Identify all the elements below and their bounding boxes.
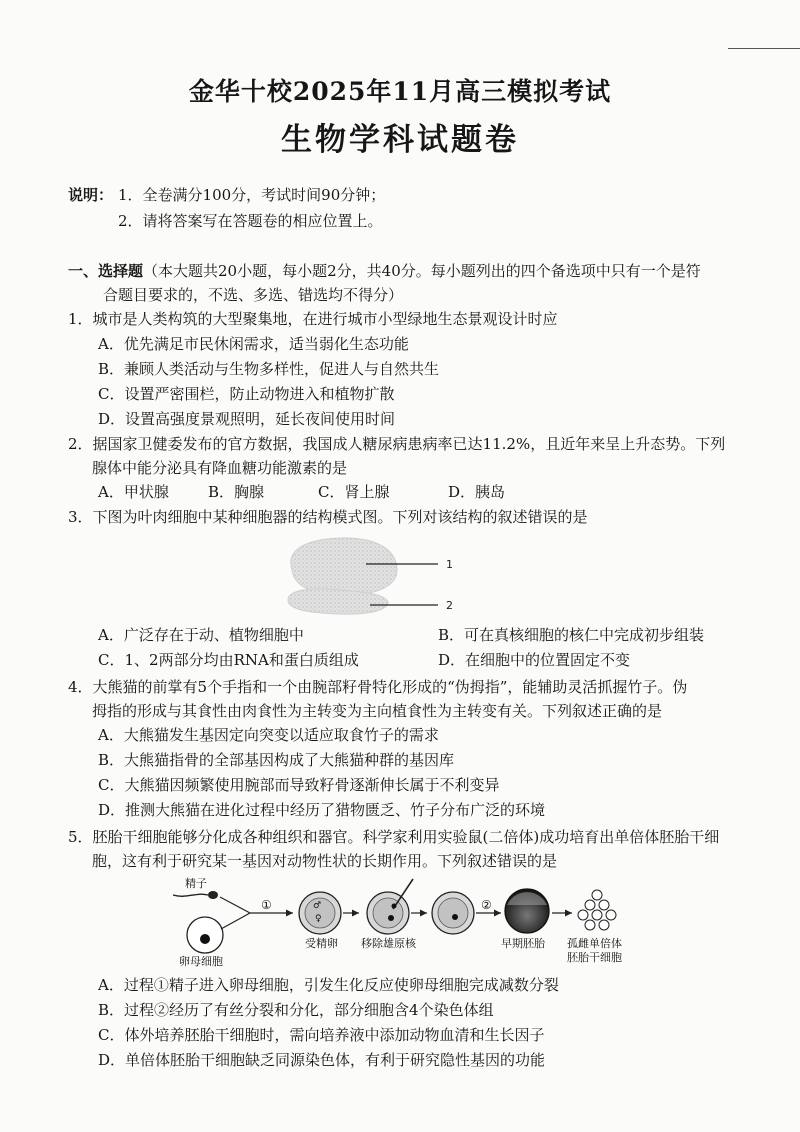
q1-option-a: A．优先满足市民休闲需求，适当弱化生态功能 bbox=[98, 335, 409, 353]
q2-stem-2: 腺体中能分泌具有降血糖功能激素的是 bbox=[92, 459, 348, 477]
ribosome-diagram bbox=[270, 530, 470, 620]
svg-text:♀: ♀ bbox=[315, 914, 322, 924]
label-sperm: 精子 bbox=[185, 877, 207, 890]
instructions-label: 说明： bbox=[68, 186, 114, 204]
small-subunit bbox=[288, 589, 388, 614]
q3-option-a: A．广泛存在于动、植物细胞中 bbox=[98, 626, 304, 644]
exam-subtitle: 生物学科试题卷 bbox=[281, 122, 519, 158]
q1-stem: 1．城市是人类构筑的大型聚集地，在进行城市小型绿地生态景观设计时应 bbox=[68, 310, 558, 328]
q3-option-c: C．1、2两部分均由RNA和蛋白质组成 bbox=[98, 651, 359, 669]
pronucleus-removal-icon bbox=[367, 879, 413, 934]
section-description-2: 合题目要求的，不选、多选、错选均不得分） bbox=[103, 286, 404, 304]
q4-option-c: C．大熊猫因频繁使用腕部而导致籽骨逐渐伸长属于不利变异 bbox=[98, 776, 500, 794]
section-heading: 一、选择题 bbox=[68, 262, 144, 280]
early-embryo-icon bbox=[505, 889, 549, 933]
corner-rule bbox=[728, 48, 800, 49]
q5-option-b: B．过程②经历了有丝分裂和分化，部分细胞含4个染色体组 bbox=[98, 1001, 494, 1019]
q4-stem-1: 4．大熊猫的前掌有5个手指和一个由腕部籽骨特化形成的“伪拇指”，能辅助灵活抓握竹子。伪 bbox=[68, 678, 688, 696]
q5-option-a: A．过程①精子进入卵母细胞，引发生化反应使卵母细胞完成减数分裂 bbox=[98, 976, 559, 994]
embryo-diagram bbox=[165, 875, 645, 970]
label-remove-pronucleus: 移除雄原核 bbox=[361, 937, 416, 950]
label-fertilized-egg: 受精卵 bbox=[305, 937, 338, 950]
sperm-icon bbox=[173, 891, 218, 899]
q3-option-b: B．可在真核细胞的核仁中完成初步组装 bbox=[438, 626, 705, 644]
q1-option-b: B．兼顾人类活动与生物多样性，促进人与自然共生 bbox=[98, 360, 440, 378]
q5-option-c: C．体外培养胚胎干细胞时，需向培养液中添加动物血清和生长因子 bbox=[98, 1026, 545, 1044]
label-egg: 卵母细胞 bbox=[179, 955, 223, 968]
label-haploid-2: 胚胎干细胞 bbox=[567, 951, 622, 964]
stem-cells-icon bbox=[578, 890, 616, 930]
label-step-2: ② bbox=[481, 898, 492, 912]
q3-stem: 3．下图为叶肉细胞中某种细胞器的结构模式图。下列对该结构的叙述错误的是 bbox=[68, 508, 588, 526]
label-early-embryo: 早期胚胎 bbox=[501, 937, 545, 950]
diagram-label-2: 2 bbox=[446, 599, 453, 612]
q4-option-a: A．大熊猫发生基因定向突变以适应取食竹子的需求 bbox=[98, 726, 439, 744]
large-subunit bbox=[291, 538, 397, 595]
haploid-egg-icon bbox=[432, 892, 474, 934]
q4-option-d: D．推测大熊猫在进化过程中经历了猎物匮乏、竹子分布广泛的环境 bbox=[98, 801, 546, 819]
q2-stem-1: 2．据国家卫健委发布的官方数据，我国成人糖尿病患病率已达11.2%，且近年来呈上升态势。下列 bbox=[68, 435, 726, 453]
section-description-1: （本大题共20小题，每小题2分，共40分。每小题列出的四个备选项中只有一个是符 bbox=[143, 262, 701, 280]
label-haploid-1: 孤雌单倍体 bbox=[567, 937, 622, 950]
instructions-line-2: 2．请将答案写在答题卷的相应位置上。 bbox=[118, 212, 383, 230]
q4-stem-2: 拇指的形成与其食性由肉食性为主转变为主向植食性为主转变有关。下列叙述正确的是 bbox=[92, 702, 663, 720]
q5-option-d: D．单倍体胚胎干细胞缺乏同源染色体，有利于研究隐性基因的功能 bbox=[98, 1051, 546, 1069]
fertilized-egg-icon bbox=[299, 892, 341, 934]
instructions-line-1: 1．全卷满分100分，考试时间90分钟； bbox=[118, 186, 386, 204]
egg-cell-icon bbox=[187, 917, 223, 953]
q2-option-d: D．胰岛 bbox=[448, 483, 506, 501]
q2-option-c: C．肾上腺 bbox=[318, 483, 390, 501]
diagram-label-1: 1 bbox=[446, 558, 453, 571]
svg-text:♂: ♂ bbox=[313, 901, 322, 911]
q2-option-b: B．胸腺 bbox=[208, 483, 265, 501]
q1-option-d: D．设置高强度景观照明，延长夜间使用时间 bbox=[98, 410, 396, 428]
q5-stem-1: 5．胚胎干细胞能够分化成各种组织和器官。科学家利用实验鼠(二倍体)成功培育出单倍体胚胎干细 bbox=[68, 828, 720, 846]
q5-stem-2: 胞，这有利于研究某一基因对动物性状的长期作用。下列叙述错误的是 bbox=[92, 852, 558, 870]
section-heading-line-1 bbox=[68, 261, 701, 281]
q4-option-b: B．大熊猫指骨的全部基因构成了大熊猫种群的基因库 bbox=[98, 751, 455, 769]
q3-option-d: D．在细胞中的位置固定不变 bbox=[438, 651, 631, 669]
exam-title: 金华十校2025年11月高三模拟考试 bbox=[188, 77, 612, 106]
label-step-1: ① bbox=[261, 898, 272, 912]
q2-option-a: A．甲状腺 bbox=[98, 483, 169, 501]
q1-option-c: C．设置严密围栏，防止动物进入和植物扩散 bbox=[98, 385, 395, 403]
